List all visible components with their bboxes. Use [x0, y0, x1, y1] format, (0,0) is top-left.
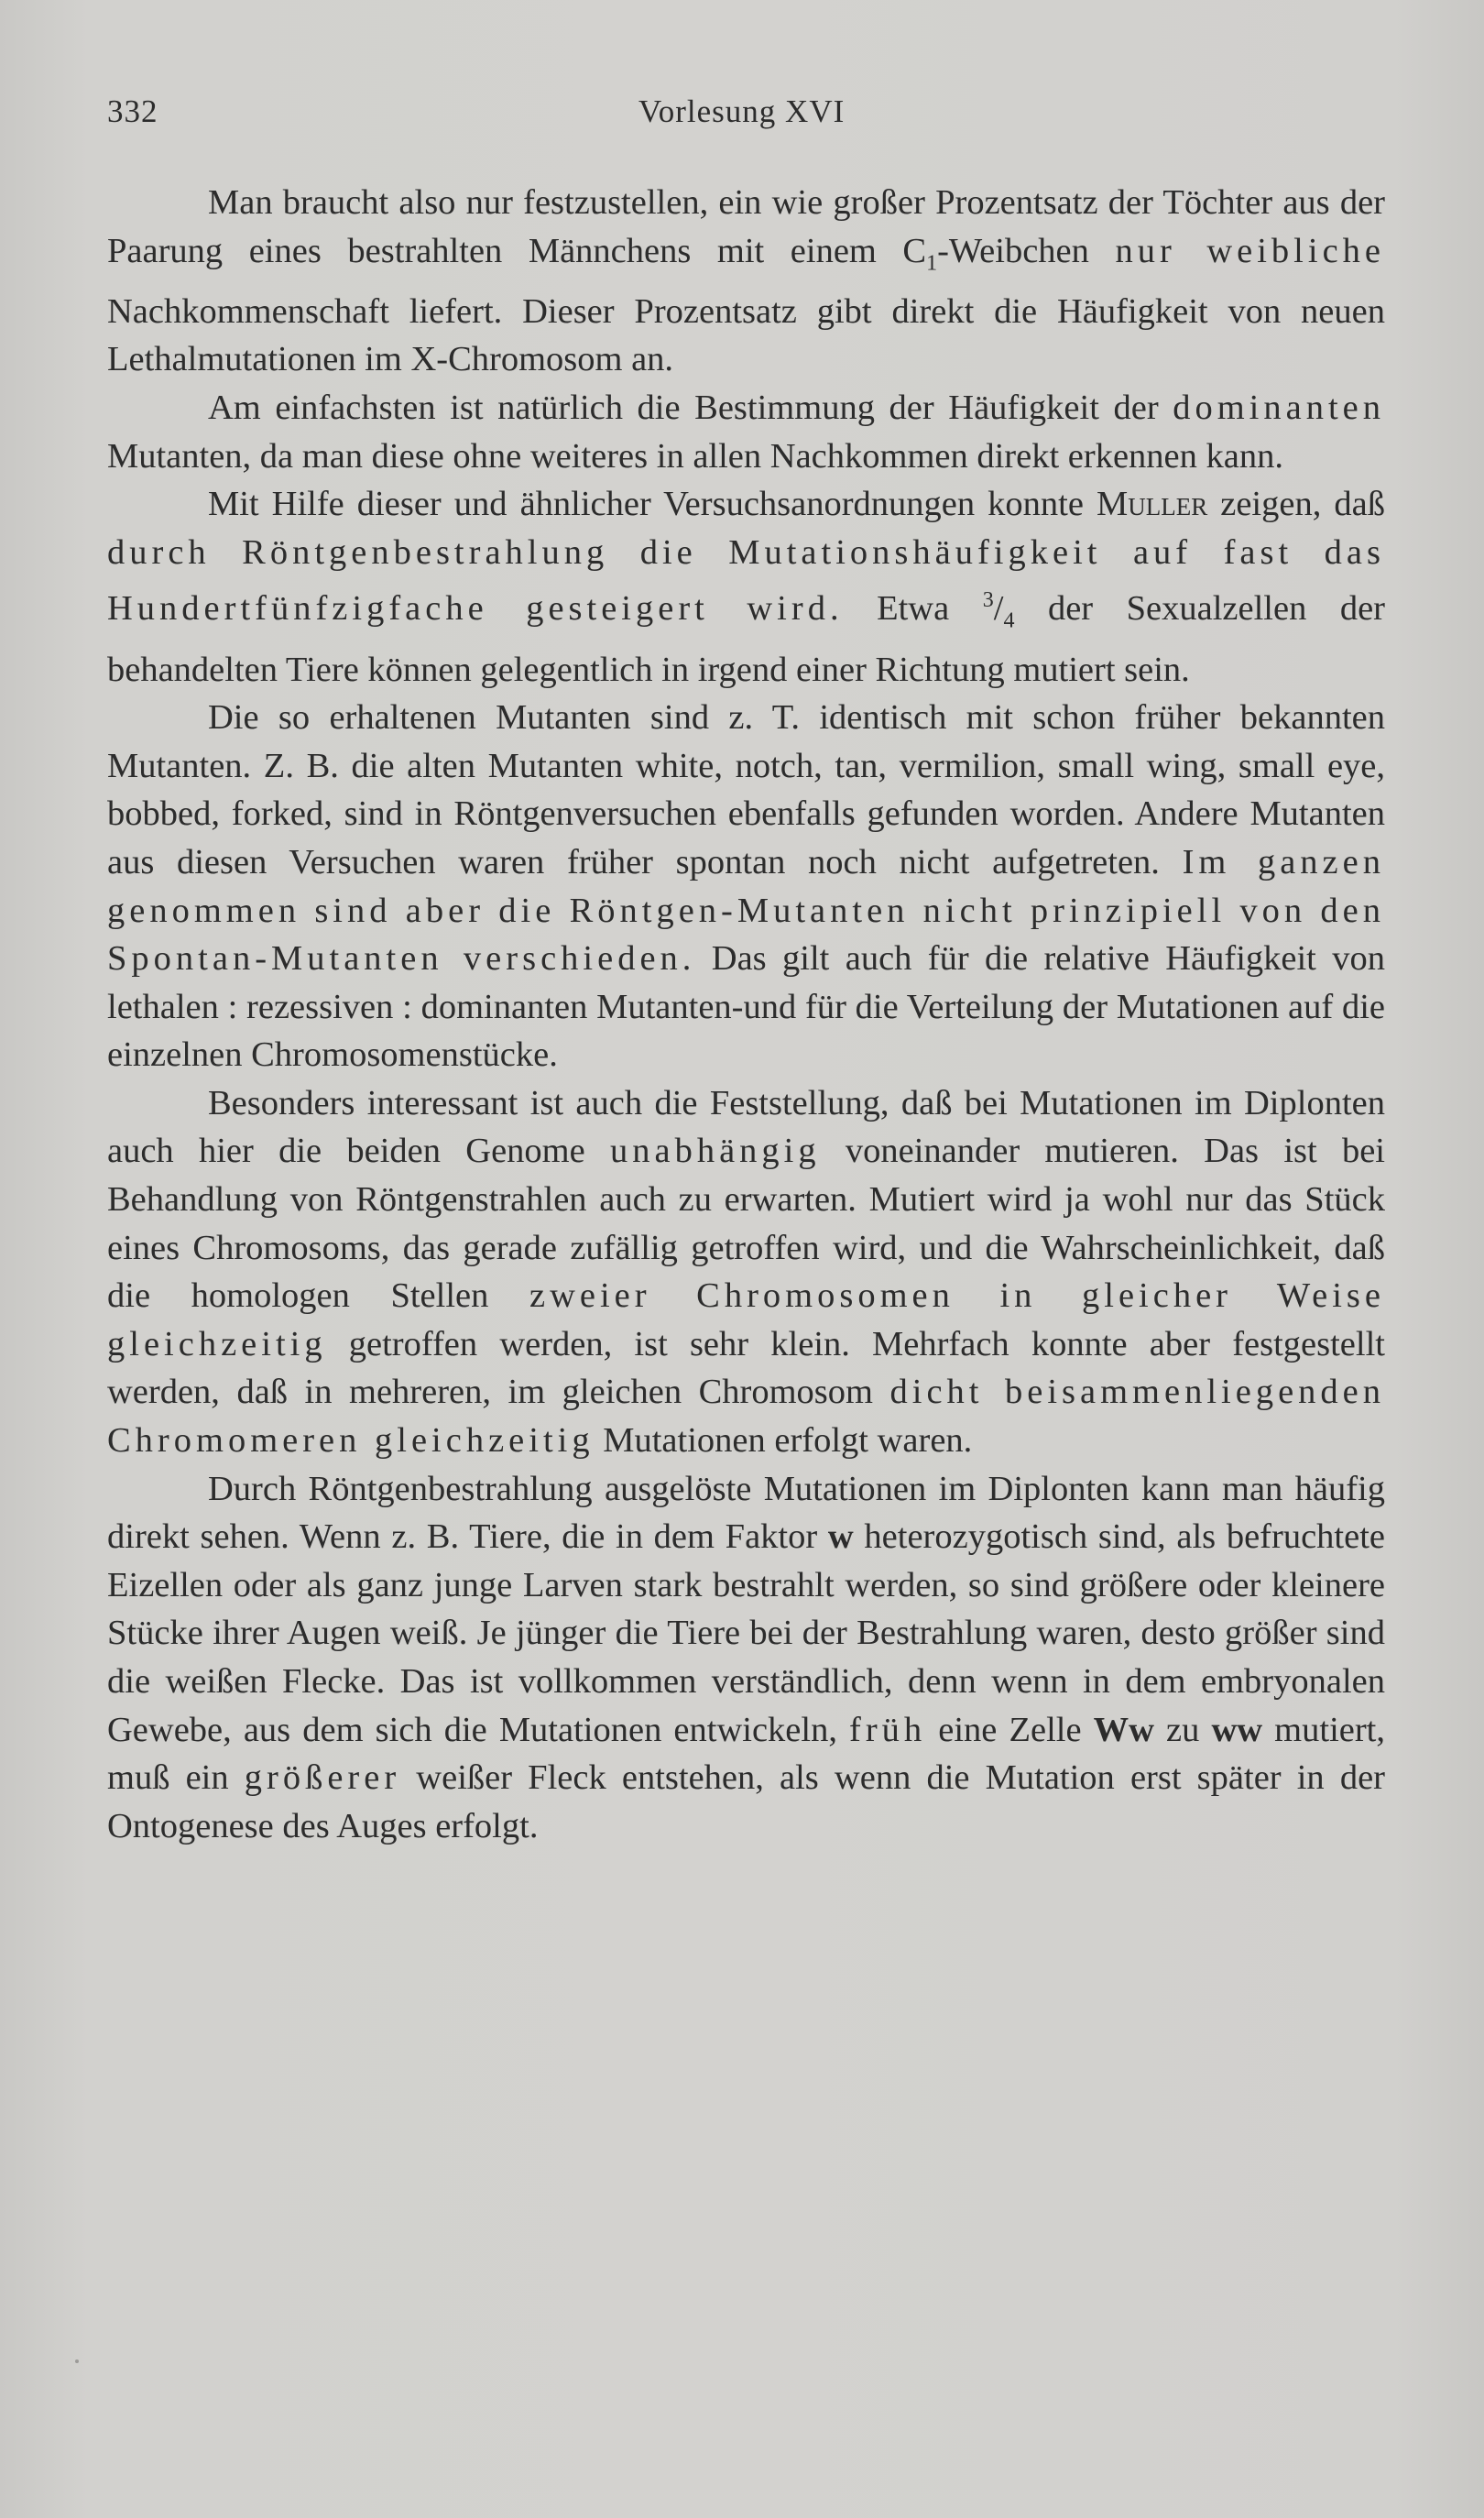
spaced-emphasis: dicht beisammenliegenden Chromomeren gleichzeitig	[107, 1373, 1385, 1461]
paragraph-4	[107, 694, 1385, 1079]
paragraph-2	[107, 384, 1385, 480]
text-run: Man braucht also nur festzustellen, ein wie großer Prozentsatz der Töchter aus der Paarung eines bestrahlten Männchens mit einem C	[107, 183, 1385, 270]
text-run: voneinander mutieren. Das ist bei Behandlung von Röntgenstrahlen auch zu erwarten. Mutiert wird ja wohl nur das Stück eines Chromosoms, das gerade zufällig getroffen wird, und die Wahrscheinlichkeit, daß die homologen Stellen	[107, 1132, 1385, 1316]
text-run: Etwa	[843, 589, 983, 629]
body-text	[107, 179, 1385, 1850]
spaced-emphasis: nur weibliche	[1115, 231, 1385, 270]
spaced-emphasis: größerer	[244, 1758, 401, 1798]
spaced-emphasis: unabhängig	[609, 1132, 821, 1171]
page-number: 332	[107, 93, 158, 129]
fraction-denominator: 4	[1003, 608, 1015, 633]
text-run: eine Zelle	[926, 1710, 1094, 1749]
fraction-numerator: 3	[982, 588, 994, 613]
text-run: Besonders interessant ist auch die Feststellung, daß bei Mutationen im Diplonten auch hier die beiden Genome	[107, 1083, 1385, 1171]
author-name: Muller	[1097, 485, 1208, 524]
spaced-emphasis: durch Röntgenbestrahlung die Mutationshäufigkeit auf fast das Hundertfünfzigfache gesteigert wird.	[107, 532, 1385, 629]
paragraph-6	[107, 1465, 1385, 1851]
text-run: Das gilt auch für die relative Häufigkeit von lethalen : rezessiven : dominanten Mutanten-und für die Verteilung der Mutationen auf die einzelnen Chromosomenstücke.	[107, 939, 1385, 1075]
gene-symbol: w	[827, 1517, 854, 1557]
text-run: Die so erhaltenen Mutanten sind z. T. identisch mit schon früher bekannten Mutanten. Z. B. die alten Mutanten white, notch, tan, vermilion, small wing, small eye, bobbed, forked, sind in Röntgenversuchen ebenfalls gefunden worden. Andere Mutanten aus diesen Versuchen waren früher spontan noch nicht aufgetreten.	[107, 698, 1385, 881]
spaced-emphasis: Im ganzen genommen sind aber die Röntgen-Mutanten nicht prinzipiell von den Spontan-Mutanten verschieden.	[107, 842, 1385, 979]
text-run: getroffen werden, ist sehr klein. Mehrfach konnte aber festgestellt werden, daß in mehreren, im gleichen Chromosom	[107, 1324, 1385, 1412]
fraction-slash: /	[993, 589, 1004, 629]
spaced-emphasis: früh	[849, 1710, 927, 1749]
text-run: Mit Hilfe dieser und ähnlicher Versuchsanordnungen konnte	[208, 485, 1097, 524]
paragraph-3	[107, 480, 1385, 694]
gene-symbol: ww	[1211, 1710, 1263, 1749]
gene-symbol: Ww	[1093, 1710, 1154, 1749]
spaced-emphasis: zweier Chromosomen in gleicher Weise gleichzeitig	[107, 1276, 1385, 1363]
text-run: mutiert, muß ein	[107, 1710, 1385, 1798]
text-run: der Sexualzellen der behandelten Tiere können gelegentlich in irgend einer Richtung mutiert sein.	[107, 589, 1386, 689]
text-run: Mutationen erfolgt waren.	[594, 1421, 973, 1461]
text-run: Nachkommenschaft liefert. Dieser Prozentsatz gibt direkt die Häufigkeit von neuen Lethalmutationen im X-Chromosom an.	[107, 291, 1385, 379]
paper-speck	[75, 2359, 79, 2363]
text-run: Durch Röntgenbestrahlung ausgelöste Mutationen im Diplonten kann man häufig direkt sehen. Wenn z. B. Tiere, die in dem Faktor	[107, 1469, 1385, 1557]
subscript-index: 1	[926, 251, 938, 276]
text-run: weißer Fleck entstehen, als wenn die Mutation erst später in der Ontogenese des Auges erfolgt.	[107, 1758, 1385, 1845]
text-run: heterozygotisch sind, als befruchtete Eizellen oder als ganz junge Larven stark bestrahlt werden, so sind größere oder kleinere Stücke ihrer Augen weiß. Je jünger die Tiere bei der Bestrahlung waren, desto größer sind die weißen Flecke. Das ist vollkommen verständlich, denn wenn in dem embryonalen Gewebe, aus dem sich die Mutationen entwickeln,	[107, 1517, 1385, 1749]
paragraph-5	[107, 1079, 1385, 1465]
text-run: Mutanten, da man diese ohne weiteres in allen Nachkommen direkt erkennen kann.	[107, 436, 1283, 476]
text-run: zu	[1153, 1710, 1212, 1749]
text-run: zeigen, daß	[1207, 485, 1385, 524]
running-title: Vorlesung XVI	[638, 93, 846, 129]
page-header	[107, 93, 1390, 139]
spaced-emphasis: dominanten	[1173, 389, 1385, 428]
text-run: -Weibchen	[937, 231, 1116, 270]
text-run: Am einfachsten ist natürlich die Bestimmung der Häufigkeit der	[208, 389, 1173, 428]
paragraph-1	[107, 179, 1385, 384]
